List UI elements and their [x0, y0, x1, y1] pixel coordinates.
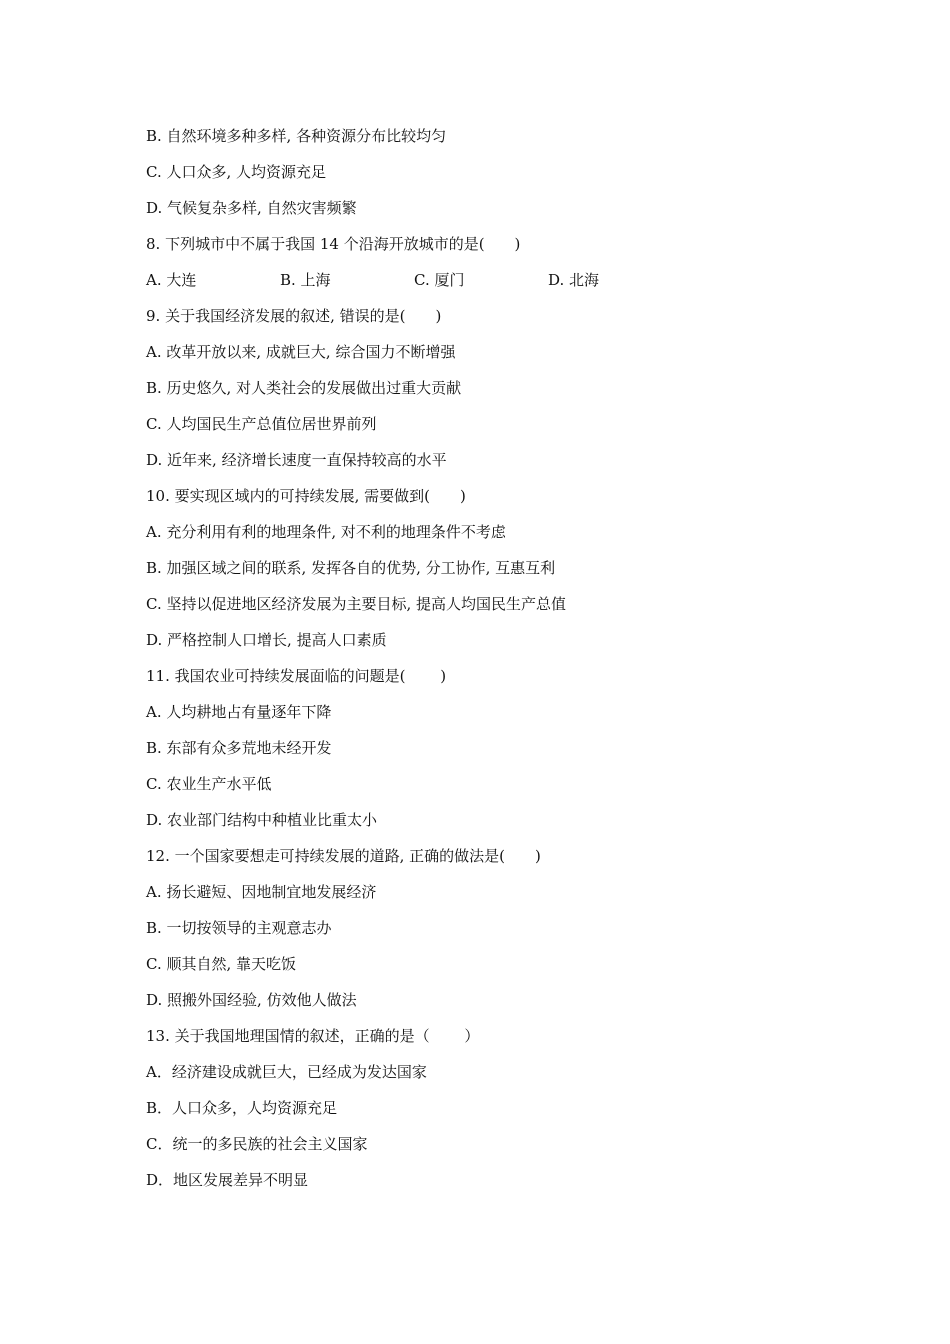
q9-option-c: C. 人均国民生产总值位居世界前列 — [146, 415, 377, 433]
q13-option-d: D．地区发展差异不明显 — [146, 1171, 309, 1189]
q11-option-b: B. 东部有众多荒地未经开发 — [146, 739, 332, 757]
q11-question: 11. 我国农业可持续发展面临的问题是( ) — [146, 667, 447, 685]
q13-option-a: A．经济建设成就巨大，已经成为发达国家 — [146, 1063, 427, 1081]
q7-option-c: C. 人口众多, 人均资源充足 — [146, 163, 327, 181]
q11-option-d: D. 农业部门结构中种植业比重太小 — [146, 811, 378, 829]
q12-option-b: B. 一切按领导的主观意志办 — [146, 919, 332, 937]
q8-question: 8. 下列城市中不属于我国 14 个沿海开放城市的是( ) — [146, 235, 521, 253]
q10-option-b: B. 加强区域之间的联系, 发挥各自的优势, 分工协作, 互惠互利 — [146, 559, 556, 577]
q10-option-c: C. 坚持以促进地区经济发展为主要目标, 提高人均国民生产总值 — [146, 595, 567, 613]
q8-option-c: C. 厦门 — [414, 271, 465, 289]
q9-question: 9. 关于我国经济发展的叙述, 错误的是( ) — [146, 307, 442, 325]
q8-option-b: B. 上海 — [280, 271, 331, 289]
q10-question: 10. 要实现区域内的可持续发展, 需要做到( ) — [146, 487, 466, 505]
q9-option-b: B. 历史悠久, 对人类社会的发展做出过重大贡献 — [146, 379, 462, 397]
q9-option-a: A. 改革开放以来, 成就巨大, 综合国力不断增强 — [146, 343, 456, 361]
q8-option-a: A. 大连 — [146, 271, 197, 289]
q12-option-c: C. 顺其自然, 靠天吃饭 — [146, 955, 297, 973]
q11-option-a: A. 人均耕地占有量逐年下降 — [146, 703, 332, 721]
q12-option-a: A. 扬长避短、因地制宜地发展经济 — [146, 883, 377, 901]
q12-question: 12. 一个国家要想走可持续发展的道路, 正确的做法是( ) — [146, 847, 541, 865]
q12-option-d: D. 照搬外国经验, 仿效他人做法 — [146, 991, 357, 1009]
q13-option-b: B．人口众多，人均资源充足 — [146, 1099, 338, 1117]
q8-option-d: D. 北海 — [548, 271, 600, 289]
q10-option-a: A. 充分利用有利的地理条件, 对不利的地理条件不考虑 — [146, 523, 506, 541]
q11-option-c: C. 农业生产水平低 — [146, 775, 272, 793]
q8-options-row — [146, 270, 706, 290]
q9-option-d: D. 近年来, 经济增长速度一直保持较高的水平 — [146, 451, 447, 469]
q13-question: 13. 关于我国地理国情的叙述，正确的是（ ） — [146, 1027, 480, 1045]
q7-option-d: D. 气候复杂多样, 自然灾害频繁 — [146, 199, 357, 217]
q13-option-c: C．统一的多民族的社会主义国家 — [146, 1135, 368, 1153]
q10-option-d: D. 严格控制人口增长, 提高人口素质 — [146, 631, 387, 649]
q7-option-b: B. 自然环境多种多样, 各种资源分布比较均匀 — [146, 127, 447, 145]
